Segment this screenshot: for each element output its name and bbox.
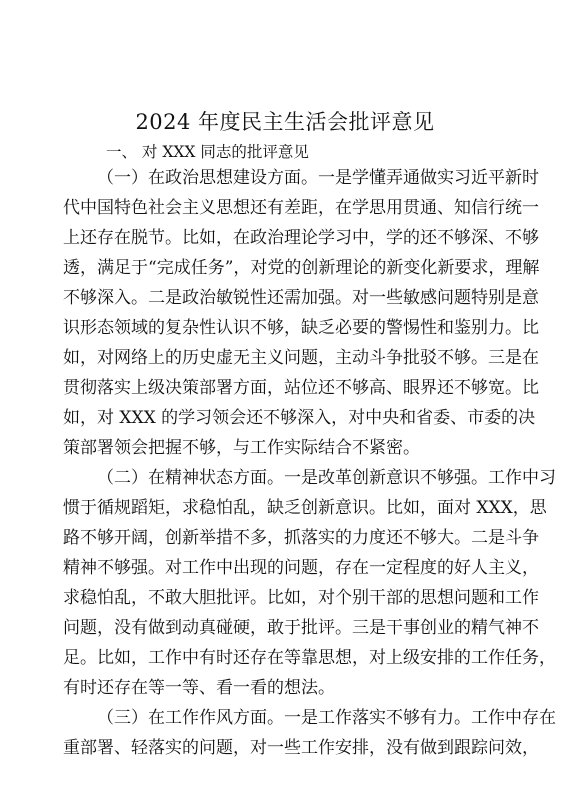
paragraph-line: 代中国特色社会主义思想还有差距，在学思用贯通、知信行统一 <box>63 198 539 218</box>
paragraph-line: 识形态领域的复杂性认识不够，缺乏必要的警惕性和鉴别力。比 <box>63 318 539 338</box>
document-title: 2024 年度民主生活会批评意见 <box>135 110 435 134</box>
paragraph-line: 路不够开阔，创新举措不多，抓落实的力度还不够大。二是斗争 <box>63 528 539 548</box>
paragraph-line: （三）在工作作风方面。一是工作落实不够有力。工作中存在 <box>97 708 556 728</box>
paragraph-line: 重部署、轻落实的问题，对一些工作安排，没有做到跟踪问效， <box>63 738 539 758</box>
paragraph-line: 求稳怕乱，不敢大胆批评。比如，对个别干部的思想问题和工作 <box>63 588 539 608</box>
paragraph-line: 有时还存在等一等、看一看的想法。 <box>63 678 335 698</box>
paragraph-line: （一）在政治思想建设方面。一是学懂弄通做实习近平新时 <box>97 168 539 188</box>
paragraph-line: 上还存在脱节。比如，在政治理论学习中，学的还不够深、不够 <box>63 228 539 248</box>
paragraph-line: 不够深入。二是政治敏锐性还需加强。对一些敏感问题特别是意 <box>63 288 539 308</box>
paragraph-line: 透，满足于“完成任务”，对党的创新理论的新变化新要求，理解 <box>63 258 540 278</box>
paragraph-line: 贯彻落实上级决策部署方面，站位还不够高、眼界还不够宽。比 <box>63 378 539 398</box>
section-heading: 一、 对 XXX 同志的批评意见 <box>106 143 309 161</box>
paragraph-line: 惯于循规蹈矩，求稳怕乱，缺乏创新意识。比如，面对 XXX，思 <box>63 498 547 518</box>
paragraph-line: 问题，没有做到动真碰硬，敢于批评。三是干事创业的精气神不 <box>63 618 539 638</box>
paragraph-line: 策部署领会把握不够，与工作实际结合不紧密。 <box>63 438 420 458</box>
paragraph-line: 如，对网络上的历史虚无主义问题，主动斗争批驳不够。三是在 <box>63 348 539 368</box>
paragraph-line: （二）在精神状态方面。一是改革创新意识不够强。工作中习 <box>97 468 556 488</box>
paragraph-line: 足。比如，工作中有时还存在等靠思想，对上级安排的工作任务， <box>63 648 556 668</box>
paragraph-line: 精神不够强。对工作中出现的问题，存在一定程度的好人主义， <box>63 558 539 578</box>
paragraph-line: 如，对 XXX 的学习领会还不够深入，对中央和省委、市委的决 <box>63 408 536 428</box>
